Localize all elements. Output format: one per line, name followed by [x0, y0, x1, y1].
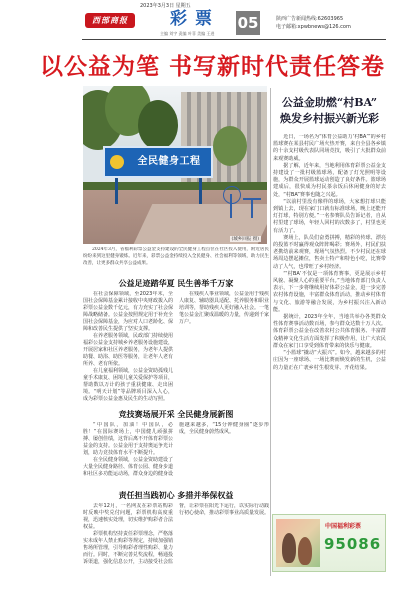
newspaper-logo: 西部商报 [85, 13, 135, 28]
fitness-equipment-bar [251, 198, 253, 218]
feature-body [273, 134, 386, 510]
section-body [83, 503, 269, 575]
fitness-equipment-bar [230, 194, 232, 218]
section-heading: 责任担当践初心 多措并举保权益 [118, 490, 234, 500]
photo-tree [213, 126, 247, 166]
ad-image [276, 519, 320, 567]
hotline-text: 陕西广告新闻热线:62603965 [276, 16, 344, 22]
issue-date: 2023年3月3日 星期五 [140, 3, 191, 9]
paragraph: “‘村BA’不仅是一项体育赛事，更是展示乡村风貌、凝聚人心的重要平台。”当地体育部门负责人表示，下一步将继续用好体彩公益金，进一步完善农村体育设施，丰富群众体育活动，推动乡村体育与文化、旅游等融合发展，为乡村振兴注入新动能。 [273, 270, 386, 313]
section-body [83, 291, 269, 403]
paragraph: 据统计，2023年全年，当地共举办各类群众性体育赛事活动数百场，参与群众达数十万人次。体育彩票公益金在改善农村公共体育服务、丰富群众精神文化生活方面发挥了积极作用，让广大农民群众在家门口享受到体育带来的快乐与健康。 [273, 314, 386, 349]
paragraph: 在养老服务领域，民政部门持续使用福彩公益金支持城乡养老服务设施建设，开展居家和社区养老服务，为老年人提供助餐、助浴、助医等服务，让老年人老有所养、老有所依。 [83, 333, 174, 367]
paragraph: “中国队，加油！中国队，必胜！”在国际赛场上，中国健儿顽强拼搏、屡创佳绩，这背后离不开体育彩票公益金的支持。公益金用于支持奥运争光计划，助力竞技体育水平不断提升。 [83, 422, 174, 456]
masthead-rule [82, 39, 386, 40]
paragraph: “小篮球”撬动“大振兴”。如今，越来越多的村庄因为一座球场、一场比赛而焕发新的生机，公益的力量正在广袤乡村生根发芽、开花结果。 [273, 350, 386, 371]
ad-person-figure [298, 537, 312, 565]
page-number: 05 [236, 11, 260, 35]
section-heading: 竞技赛场展开采 全民健身展新图 [118, 409, 234, 419]
news-photo [83, 86, 267, 244]
paragraph: “以前村里没有像样的球场，大家想打球只能到镇上去，现在家门口就有标准球场，晚上还能开灯打球，特别方便。”一名参赛队员告诉记者，自从村里建了球场，年轻人回村的次数多了，村里也更有活力了。 [273, 198, 386, 234]
caption-text: 2024年3月，省福利彩票公益金支持建设的全民健身工程点位在社区投入使用，附近居民纷纷来到这里健身锻炼。近年来，彩票公益金持续投入全民健身、社会福利等领域，助力民生改善，让更多群众共享公益成果。 [83, 247, 269, 266]
sign-post [115, 178, 118, 204]
lottery-advertisement [272, 514, 386, 572]
paragraph: 在儿童福利领域，公益金资助孤残儿童手术康复、困境儿童关爱保护等项目，帮助数以万计的孩子重获健康、走出困境。“明天计划”等品牌项目深入人心，成为彩票公益金惠及民生的生动写照。 [83, 368, 174, 402]
fitness-equipment-wheel [223, 186, 241, 204]
photo-hedge [83, 182, 267, 190]
email-text: 电子邮箱:xpwbnews@126.com [276, 24, 351, 30]
column-divider [270, 88, 271, 576]
paragraph: 赛场上，队员们奋勇拼搏，精彩的传球、漂亮的投篮不时赢得观众阵阵喝彩；赛场外，村民们扶老携幼前来观赛，现场气氛热烈。不少村民还在球场周边摆起摊位，售卖土特产和特色小吃，比赛带动了人气，也带旺了乡村经济。 [273, 234, 386, 270]
paragraph: 在全民健身领域，公益金资助建设了大量全民健身路径、体育公园、健身步道和社区多功能运动场，群众身边的健身设施越来越多，“15分钟健身圈”逐步形成，全民健身蔚然成风。 [83, 422, 269, 477]
fitness-sign-board [103, 146, 213, 178]
paragraph: 在残疾人事业领域，公益金用于残疾人康复、辅助器具适配、托养服务和职业培训等，帮助残疾人更好融入社会。一笔笔公益金汇聚成温暖的力量，传递到千家万户。 [179, 291, 269, 325]
paragraph: 彩票机构坚持责任彩票理念，严格落实未成年人禁止购彩等规定，持续加强销售场所管理，引导购彩者理性购彩、量力而行。同时，不断完善兑奖流程，畅通投诉渠道，强化信息公开，主动接受社会监督，让彩票在阳光下运行，以实际行动践行初心使命，推动彩票事业高质量发展。 [83, 503, 269, 565]
paragraph: 在社会保障领域，至2023年末，全国社会保障基金累计接收中央财政拨入的彩票公益金数千亿元，有力充实了社会保障战略储备。公益金按照规定用于补充全国社会保障基金，为应对人口老龄化、保障和改善民生提供了坚实支撑。 [83, 291, 174, 332]
feature-title-line2: 焕发乡村振兴新光彩 [280, 112, 379, 125]
ad-person-figure [282, 533, 296, 563]
page-headline: 以公益为笔 书写新时代责任答卷 [40, 54, 386, 80]
sign-emblem-icon [110, 155, 124, 169]
paragraph: 去年12月，一名网友在彩票站购彩时反映中奖兑付问题，彩票机构高度重视，迅速核实处理，切实维护购彩者合法权益。 [83, 503, 174, 530]
section-body [83, 422, 269, 485]
paragraph: 据了解，近年来，当地利用体育彩票公益金支持建设了一批村级篮球场，配备了灯光照明等设施，为群众开展篮球运动创造了良好条件。篮球场建成后，很快成为村民茶余饭后休闲健身的好去处，“村BA”赛事也随之兴起。 [273, 162, 386, 198]
sign-post [199, 178, 202, 204]
contact-info [276, 15, 351, 31]
sign-text: 全民健身工程 [137, 156, 201, 167]
editor-credits: 主编 刘宇 责编 叶菲 美编 王进 [160, 31, 215, 36]
photo-caption [83, 247, 269, 268]
photo-tree [138, 100, 178, 150]
feature-title-line1: 公益金助燃“村BA” [281, 96, 378, 109]
section-heading: 公益足迹踏华夏 民生善举千万家 [118, 278, 234, 288]
photo-credit: (城乡回报 摄) [231, 237, 259, 242]
ad-hotline: 95086 [324, 535, 382, 553]
ad-brand: 中国福利彩票 [325, 523, 362, 530]
paragraph: 近日，一场名为“体育公益助力‘村BA’”的乡村篮球赛在某县村民广场火热开赛，来自全县各乡镇的十余支村级代表队同场竞技，吸引了大批群众前来观赛助威。 [273, 134, 386, 162]
section-title: 彩票 [170, 9, 220, 29]
